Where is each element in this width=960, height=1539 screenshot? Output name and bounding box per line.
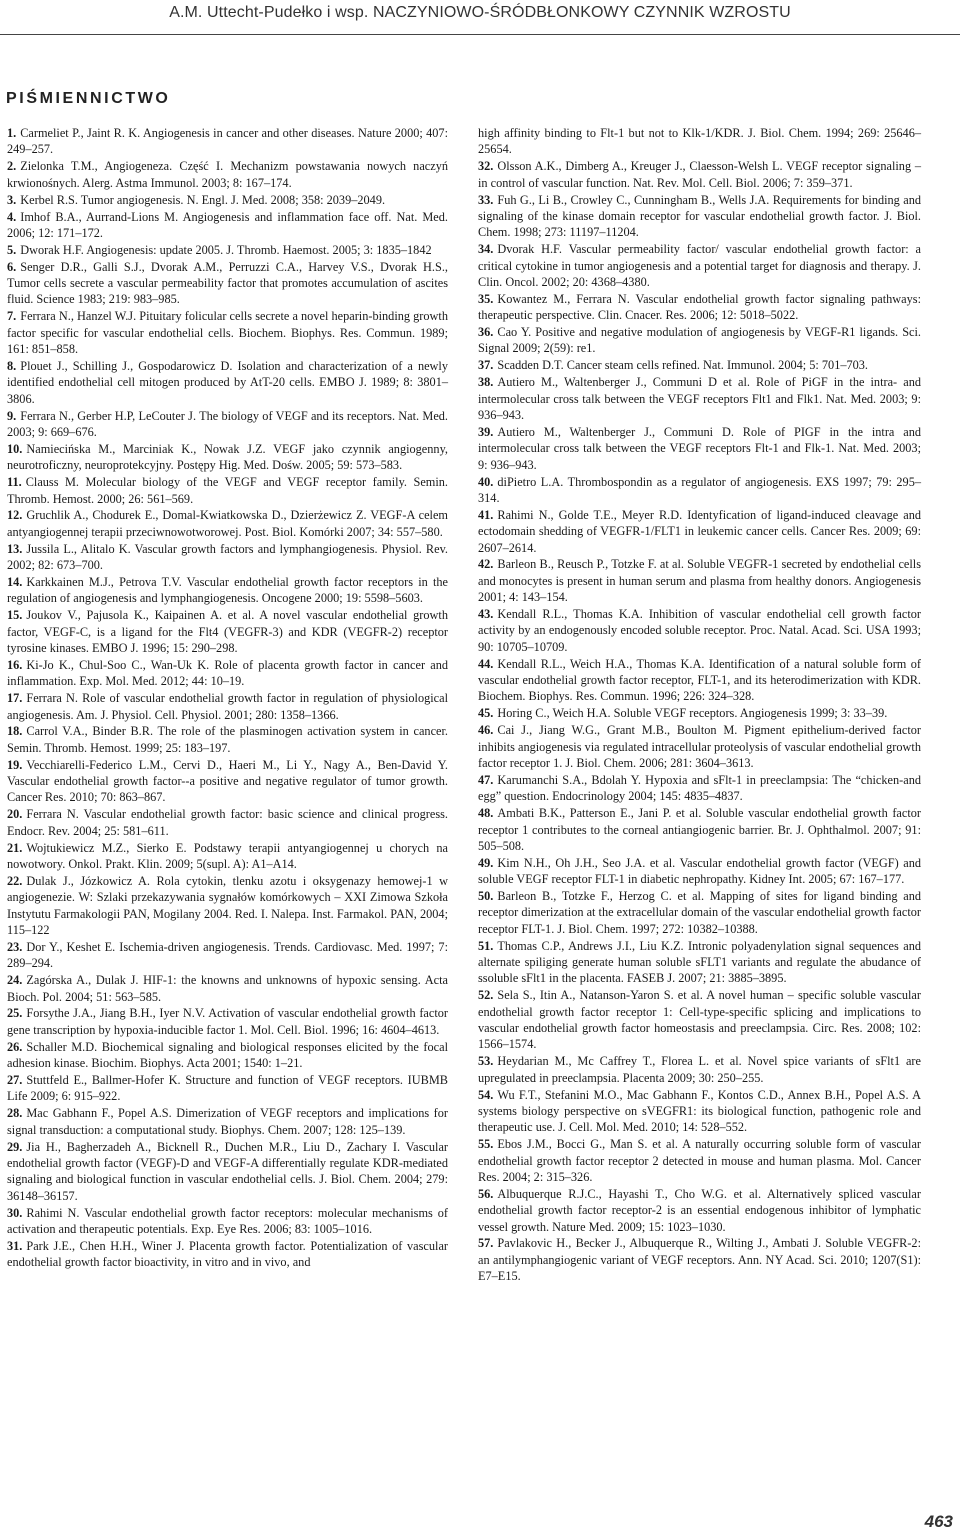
reference-item	[7, 308, 448, 357]
reference-item	[478, 722, 921, 771]
reference-number: 9.	[7, 408, 17, 423]
running-header: A.M. Uttecht-Pudełko i wsp. NACZYNIOWO-ŚRÓDBŁONKOWY CZYNNIK WZROSTU	[169, 4, 791, 21]
reference-number: 51.	[478, 938, 494, 953]
reference-item	[478, 805, 921, 854]
reference-text: Dulak J., Józkowicz A. Rola cytokin, tlenku azotu i oksygenazy hemowej-1 w angiogenezie. W: Szlaki przekazywania sygnałów komórkowych – XXI Zimowa Szkoła Instytutu Farmakologii PAN, Mogilany 2004. Red. I. Nalepa. Inst. Farmakol. PAN, 2004; 115–122	[7, 873, 448, 937]
reference-text: Ferrara N., Hanzel W.J. Pituitary folicular cells secrete a novel heparin-binding growth factor specific for vascular endothelial cells. Biochem. Biophys. Res. Commun. 1989; 161: 851–858.	[7, 309, 448, 357]
reference-number: 31.	[7, 1238, 23, 1253]
reference-item	[7, 723, 448, 756]
reference-number: 30.	[7, 1205, 23, 1220]
reference-number: 48.	[478, 806, 494, 821]
reference-text: Ki-Jo K., Chul-Soo C., Wan-Uk K. Role of placenta growth factor in cancer and inflammation. Exp. Mol. Med. 2012; 44: 10–19.	[7, 657, 448, 689]
reference-text: Carmeliet P., Jaint R. K. Angiogenesis in cancer and other diseases. Nature 2000; 407: 249–257.	[7, 126, 448, 157]
reference-text: Thomas C.P., Andrews J.I., Liu K.Z. Intronic polyadenylation signal sequences and alternate spiliging generate human soluble sFLT1 variants and regulate the abudance of ssoluble sFlt1 in the placenta. FASEB J. 2007; 21: 3885–3895.	[478, 938, 921, 986]
reference-item	[478, 424, 921, 473]
reference-item	[7, 1205, 448, 1238]
reference-text: Ambati B.K., Patterson E., Jani P. et al. Soluble vascular endothelial growth factor receptor 1 contributes to the corneal antiangiogenic barrier. Br. J. Ophthalmol. 2007; 91: 505–508.	[478, 806, 921, 853]
reference-item	[7, 242, 448, 258]
reference-item	[7, 1005, 448, 1038]
reference-number: 18.	[7, 724, 23, 739]
reference-item	[7, 690, 448, 723]
reference-item	[7, 507, 448, 540]
reference-text: Jia H., Bagherzadeh A., Bicknell R., Duchen M.R., Liu D., Zachary I. Vascular endothelial growth factor (VEGF)-D and VEGF-A differentially regulate KDR-mediated signaling and biological function in vascular endothelial cells. J. Biol. Chem. 2004; 279: 36148–36157.	[7, 1139, 448, 1203]
reference-number: 21.	[7, 840, 23, 855]
reference-item	[478, 938, 921, 987]
reference-text: Kendall R.L., Weich H.A., Thomas K.A. Identification of a natural soluble form of vascular endothelial growth factor receptor, FLT-1, and its heterodimerization with KDR. Biochem. Biophys. Res. Commun. 1996; 226: 324–328.	[478, 656, 921, 704]
reference-number: 57.	[478, 1236, 494, 1251]
page-number: 463	[924, 1512, 953, 1531]
reference-item	[478, 1186, 921, 1235]
reference-item	[7, 441, 448, 474]
reference-item	[7, 806, 448, 839]
reference-text: Forsythe J.A., Jiang B.H., Iyer N.V. Activation of vascular endothelial growth factor gene transcription by hypoxia-inducible factor 1. Mol. Cell. Biol. 1996; 16: 4604–4613.	[7, 1006, 448, 1037]
reference-number: 46.	[478, 723, 494, 738]
reference-text: Imhof B.A., Aurrand-Lions M. Angiogenesis and inflammation face off. Nat. Med. 2006; 12: 171–172.	[7, 209, 448, 240]
reference-number: 1.	[7, 126, 17, 140]
reference-text: Rahimi N. Vascular endothelial growth factor receptors: molecular mechanisms of activation and therapeutic potentials. Exp. Eye Res. 2006; 83: 1005–1016.	[7, 1205, 448, 1236]
reference-number: 25.	[7, 1006, 23, 1021]
reference-item	[7, 408, 448, 441]
reference-item	[7, 192, 448, 208]
reference-text: Jussila L., Alitalo K. Vascular growth factors and lymphangiogenesis. Physiol. Rev. 2002; 82: 673–700.	[7, 541, 448, 573]
reference-number: 35.	[478, 291, 494, 306]
reference-item	[7, 474, 448, 507]
reference-text: Wu F.T., Stefanini M.O., Mac Gabhann F., Kontos C.D., Annex B.H., Popel A.S. A systems biology perspective on sVEGFR1: its biological function, pathogenic role and therapeutic use. J. Cell. Mol. Med. 2010; 14: 528–552.	[478, 1087, 921, 1135]
reference-number: 19.	[7, 757, 23, 772]
reference-text: Barleon B., Reusch P., Totzke F. at al. Soluble VEGFR-1 secreted by endothelial cells and monocytes is present in human serum and plasma from healthy donors. Angiogenesis 2001; 4: 143–154.	[478, 557, 921, 605]
reference-text: Pavlakovic H., Becker J., Albuquerque R., Wilting J., Ambati J. Soluble VEGFR-2: an antilymphangiogenic variant of VEGF receptors. Ann. NY Acad. Sci. 2010; 1207(S1): E7–E15.	[478, 1236, 921, 1284]
reference-text: Kim N.H., Oh J.H., Seo J.A. et al. Vascular endothelial growth factor (VEGF) and soluble VEGF receptor FLT-1 in diabetic nephropathy. Kidney Int. 2005; 67: 167–177.	[478, 855, 921, 887]
reference-number: 4.	[7, 209, 17, 224]
reference-number: 27.	[7, 1073, 23, 1088]
reference-item	[7, 541, 448, 574]
reference-text: Plouet J., Schilling J., Gospodarowicz D. Isolation and characterization of a newly identified endothelial cell mitogen produced by AtT-20 cells. EMBO J. 1989; 8: 3801–3806.	[7, 358, 448, 406]
reference-item	[478, 507, 921, 556]
reference-number: 22.	[7, 873, 23, 888]
reference-number: 33.	[478, 192, 494, 207]
reference-item	[478, 1136, 921, 1185]
reference-item	[478, 291, 921, 324]
reference-text: Ferrara N. Vascular endothelial growth factor: basic science and clinical progress. Endocr. Rev. 2004; 25: 581–611.	[7, 807, 448, 838]
reference-text: Clauss M. Molecular biology of the VEGF and VEGF receptor family. Semin. Thromb. Hemost. 2000; 26: 561–569.	[7, 475, 448, 506]
reference-text: Kerbel R.S. Tumor angiogenesis. N. Engl. J. Med. 2008; 358: 2039–2049.	[20, 192, 386, 207]
reference-text: Horing C., Weich H.A. Soluble VEGF receptors. Angiogenesis 1999; 3: 33–39.	[497, 706, 888, 721]
reference-number: 45.	[478, 706, 494, 721]
reference-text: Dor Y., Keshet E. Ischemia-driven angiogenesis. Trends. Cardiovasc. Med. 1997; 7: 289–294.	[7, 939, 448, 971]
reference-text: Heydarian M., Mc Caffrey T., Florea L. et al. Novel spice variants of sFlt1 are upregulated in preeclampsia. Placenta 2009; 30: 250–255.	[478, 1054, 921, 1085]
reference-text: Kowantez M., Ferrara N. Vascular endothelial growth factor signaling pathways: therapeutic perspective. Clin. Cnacer. Res. 2006; 12: 5018–5022.	[478, 291, 921, 323]
reference-text: Scadden D.T. Cancer steam cells refined. Nat. Immunol. 2004; 5: 701–703.	[497, 358, 869, 373]
reference-item	[7, 939, 448, 972]
reference-item	[7, 259, 448, 308]
reference-text: Ferrara N., Gerber H.P, LeCouter J. The biology of VEGF and its receptors. Nat. Med. 2003; 9: 669–676.	[7, 408, 448, 439]
reference-text: Ferrara N. Role of vascular endothelial growth factor in regulation of physiological angiogenesis. Am. J. Physiol. Cell. Physiol. 2001; 280: 1358–1366.	[7, 691, 448, 722]
reference-number: 16.	[7, 657, 23, 672]
reference-number: 2.	[7, 159, 17, 174]
references-right-column	[478, 125, 921, 1285]
reference-number: 53.	[478, 1054, 494, 1069]
reference-item	[478, 1087, 921, 1136]
reference-number: 20.	[7, 807, 23, 822]
reference-number: 15.	[7, 608, 23, 623]
reference-number: 26.	[7, 1039, 23, 1054]
reference-number: 14.	[7, 575, 23, 589]
reference-number: 7.	[7, 309, 17, 324]
reference-item	[7, 574, 448, 607]
reference-text: Vecchiarelli-Federico L.M., Cervi D., Haeri M., Li Y., Nagy A., Ben-David Y. Vascular endothelial growth factor--a positive and negative regulator of tumor growth. Cancer Res. 2010; 70: 863–867.	[7, 757, 448, 805]
reference-number: 47.	[478, 772, 494, 787]
reference-item	[478, 192, 921, 241]
reference-number: 10.	[7, 441, 23, 456]
reference-text: Mac Gabhann F., Popel A.S. Dimerization of VEGF receptors and implications for signal transduction: a computational study. Biophys. Chem. 2007; 128: 125–139.	[7, 1106, 448, 1137]
reference-number: 32.	[478, 159, 494, 174]
reference-text: diPietro L.A. Thrombospondin as a regulator of angiogenesis. EXS 1997; 79: 295–314.	[478, 474, 921, 505]
reference-number: 29.	[7, 1139, 23, 1154]
reference-number: 23.	[7, 939, 23, 954]
reference-text: Zielonka T.M., Angiogeneza. Część I. Mechanizm powstawania nowych naczyń krwionośnych. Alerg. Astma Immunol. 2003; 8: 167–174.	[7, 159, 448, 190]
reference-number: 17.	[7, 691, 23, 706]
reference-number: 38.	[478, 375, 494, 390]
reference-number: 12.	[7, 508, 23, 523]
reference-item	[478, 855, 921, 888]
reference-item	[7, 873, 448, 938]
reference-item	[7, 1105, 448, 1138]
reference-text: Autiero M., Waltenberger J., Communi D et al. Role of PiGF in the intra- and intermolecular cross talk between the VEGF receptors Flt1 and Flk1. Nat. Med. 2003; 9: 936–943.	[478, 375, 921, 422]
reference-number: 36.	[478, 325, 494, 340]
reference-number: 50.	[478, 889, 494, 904]
reference-number: 5.	[7, 242, 17, 257]
reference-text: Senger D.R., Galli S.J., Dvorak A.M., Perruzzi C.A., Harvey V.S., Dvorak H.S., Tumor cells secrete a vascular permeability factor that promotes accumulation of ascites fluid. Science 1983; 219: 983–985.	[7, 259, 448, 307]
reference-item	[7, 1039, 448, 1072]
reference-item	[478, 158, 921, 191]
section-title: PIŚMIENNICTWO	[6, 90, 171, 107]
reference-text: Joukov V., Pajusola K., Kaipainen A. et al. A novel vascular endothelial growth factor, VEGF-C, is a ligand for the Flt4 (VEGFR-3) and KDR (VEGFR-2) receptor tyrosine kinases. EMBO J. 1996; 15: 290–298.	[7, 608, 448, 655]
reference-number: 3.	[7, 192, 17, 207]
reference-text: Schaller M.D. Biochemical signaling and biological responses elicited by the focal adhesion kinase. Biochim. Biophys. Acta 2001; 1540: 1–21.	[7, 1039, 448, 1071]
reference-number: 52.	[478, 988, 494, 1003]
reference-item	[478, 241, 921, 290]
reference-item	[7, 158, 448, 191]
reference-number: 37.	[478, 358, 494, 373]
reference-text: Fuh G., Li B., Crowley C., Cunningham B., Wells J.A. Requirements for binding and signaling of the kinase domain receptor for vascular endothelial growth factor. J. Biol. Chem. 1998; 273: 11197–11204.	[478, 192, 921, 240]
reference-continuation: high affinity binding to Flt-1 but not to Klk-1/KDR. J. Biol. Chem. 1994; 269: 25646–25654.	[478, 126, 921, 157]
reference-text: Autiero M., Waltenberger J., Communi D. Role of PIGF in the intra and intermolecular cross talk between the VEGF receptors Flt-1 and Flk-1. Nat. Med. 2003; 9: 936–943.	[478, 424, 921, 472]
reference-text: Namiecińska M., Marciniak K., Nowak J.Z. VEGF jako czynnik angiogenny, neurotroficzny, neuroprotekcyjny. Postępy Hig. Med. Dośw. 2005; 59: 573–583.	[7, 441, 448, 473]
reference-item	[7, 358, 448, 407]
reference-text: Stuttfeld E., Ballmer-Hofer K. Structure and function of VEGF receptors. IUBMB Life 2009; 6: 915–922.	[7, 1073, 448, 1104]
reference-item	[478, 888, 921, 937]
reference-item	[7, 209, 448, 242]
reference-text: Karumanchi S.A., Bdolah Y. Hypoxia and sFlt-1 in preeclampsia: The “chicken-and egg” question. Endocrinology 2004; 145: 4835–4837.	[478, 772, 921, 804]
reference-text: Olsson A.K., Dimberg A., Kreuger J., Claesson-Welsh L. VEGF receptor signaling – in control of vascular function. Nat. Rev. Mol. Cell. Biol. 2006; 7: 359–371.	[478, 159, 921, 190]
reference-text: Karkkainen M.J., Petrova T.V. Vascular endothelial growth factor receptors in the regulation of angiogenesis and lymphangiogenesis. Oncogene 2000; 19: 5598–5603.	[7, 575, 448, 606]
reference-text: Kendall R.L., Thomas K.A. Inhibition of vascular endothelial cell growth factor activity by an endogenously encoded soluble receptor. Proc. Natal. Acad. Sci. USA 1993; 90: 10705–10709.	[478, 607, 921, 654]
reference-text: Carrol V.A., Binder B.R. The role of the plasminogen activation system in cancer. Semin. Thromb. Hemost. 1999; 25: 183–197.	[7, 724, 448, 755]
reference-number: 40.	[478, 474, 494, 489]
reference-number: 34.	[478, 242, 494, 257]
references-left-column	[7, 125, 448, 1271]
reference-item	[7, 607, 448, 656]
reference-number: 6.	[7, 259, 17, 274]
reference-item	[7, 757, 448, 806]
reference-item	[7, 125, 448, 158]
reference-item	[478, 705, 921, 721]
reference-item	[478, 324, 921, 357]
reference-number: 11.	[7, 475, 22, 490]
reference-item	[7, 1139, 448, 1204]
reference-text: Gruchlik A., Chodurek E., Domal-Kwiatkowska D., Dzierżewicz Z. VEGF-A celem antyangiogennej terapii przeciwnowotworowej. Post. Biol. Komórki 2007; 34: 557–580.	[7, 508, 448, 539]
reference-number: 39.	[478, 424, 494, 439]
reference-text: Rahimi N., Golde T.E., Meyer R.D. Identyfication of ligand-induced cleavage and ectodomain shedding of VEGFR-1/FLT1 in leukemic cancer cells. Cancer Res. 2009; 69: 2607–2614.	[478, 507, 921, 555]
header-rule	[0, 34, 960, 35]
reference-item	[478, 987, 921, 1052]
reference-item	[478, 1235, 921, 1284]
reference-text: Zagórska A., Dulak J. HIF-1: the knowns and unknowns of hypoxic sensing. Acta Bioch. Pol. 2004; 51: 563–585.	[7, 973, 448, 1004]
reference-text: Park J.E., Chen H.H., Winer J. Placenta growth factor. Potentialization of vascular endothelial growth factor bioactivity, in vitro and in vivo, and	[7, 1238, 448, 1270]
reference-item	[478, 474, 921, 507]
reference-item	[7, 657, 448, 690]
reference-text: Ebos J.M., Bocci G., Man S. et al. A naturally occurring soluble form of vascular endothelial growth factor receptor 2 detected in mouse and human plasma. Mol. Cancer Res. 2004; 2: 315–326.	[478, 1137, 921, 1184]
reference-text: Dworak H.F. Angiogenesis: update 2005. J. Thromb. Haemost. 2005; 3: 1835–1842	[20, 242, 432, 257]
reference-item	[478, 357, 921, 373]
reference-item	[7, 1072, 448, 1105]
reference-number: 28.	[7, 1106, 23, 1121]
reference-number: 54.	[478, 1087, 494, 1102]
reference-text: Dvorak H.F. Vascular permeability factor/ vascular endothelial growth factor: a critical cytokine in tumor angiogenesis and a potential target for diagnosis and therapy. J. Clin. Oncol. 2002; 20: 4368–4380.	[478, 242, 921, 289]
reference-number: 44.	[478, 656, 494, 671]
reference-item	[478, 1053, 921, 1086]
reference-number: 24.	[7, 973, 23, 988]
reference-item	[478, 606, 921, 655]
reference-number: 56.	[478, 1186, 494, 1201]
reference-text: Cao Y. Positive and negative modulation of angiogenesis by VEGF-R1 ligands. Sci. Signal 2009; 2(59): re1.	[478, 325, 921, 356]
reference-number: 43.	[478, 607, 494, 622]
reference-number: 13.	[7, 541, 23, 556]
reference-number: 49.	[478, 855, 494, 870]
reference-text: Albuquerque R.J.C., Hayashi T., Cho W.G. et al. Alternatively spliced vascular endothelial growth factor receptor-2 is an essential endogenous inhibitor of lymphatic vessel growth. Nature Med. 2009; 15: 1023–1030.	[478, 1186, 921, 1234]
reference-number: 8.	[7, 358, 17, 373]
reference-item	[7, 972, 448, 1005]
reference-number: 55.	[478, 1137, 494, 1152]
reference-text: Sela S., Itin A., Natanson-Yaron S. et al. A novel human – specific soluble vascular endothelial growth factor receptor 1: Cell-type-specific splicing and implications to vascular endothelial growth factor homeostasis and preeclampsia. Circ. Res. 2008; 102: 1566–1574.	[478, 988, 921, 1052]
reference-item	[478, 556, 921, 605]
reference-item	[478, 656, 921, 705]
reference-number: 41.	[478, 507, 494, 522]
reference-text: Cai J., Jiang W.G., Grant M.B., Boulton M. Pigment epithelium-derived factor inhibits angiogenesis via regulated intracellular proteolysis of vascular endothelial growth factor receptor 1. J. Biol. Chem. 2006; 281: 3604–3613.	[478, 723, 921, 770]
reference-item	[7, 1238, 448, 1271]
reference-text: Barleon B., Totzke F., Herzog C. et al. Mapping of sites for ligand binding and receptor dimerization at the extracellular domain of the vascular endothelial growth factor receptor FLT-1. J. Biol. Chem. 1997; 272: 10382–10388.	[478, 889, 921, 936]
reference-number: 42.	[478, 557, 494, 572]
reference-text: Wojtukiewicz M.Z., Sierko E. Podstawy terapii antyangiogennej u chorych na nowotwory. Onkol. Prakt. Klin. 2009; 5(supl. A): A1–A14.	[7, 840, 448, 871]
reference-item	[478, 374, 921, 423]
reference-item	[7, 840, 448, 873]
reference-item	[478, 772, 921, 805]
